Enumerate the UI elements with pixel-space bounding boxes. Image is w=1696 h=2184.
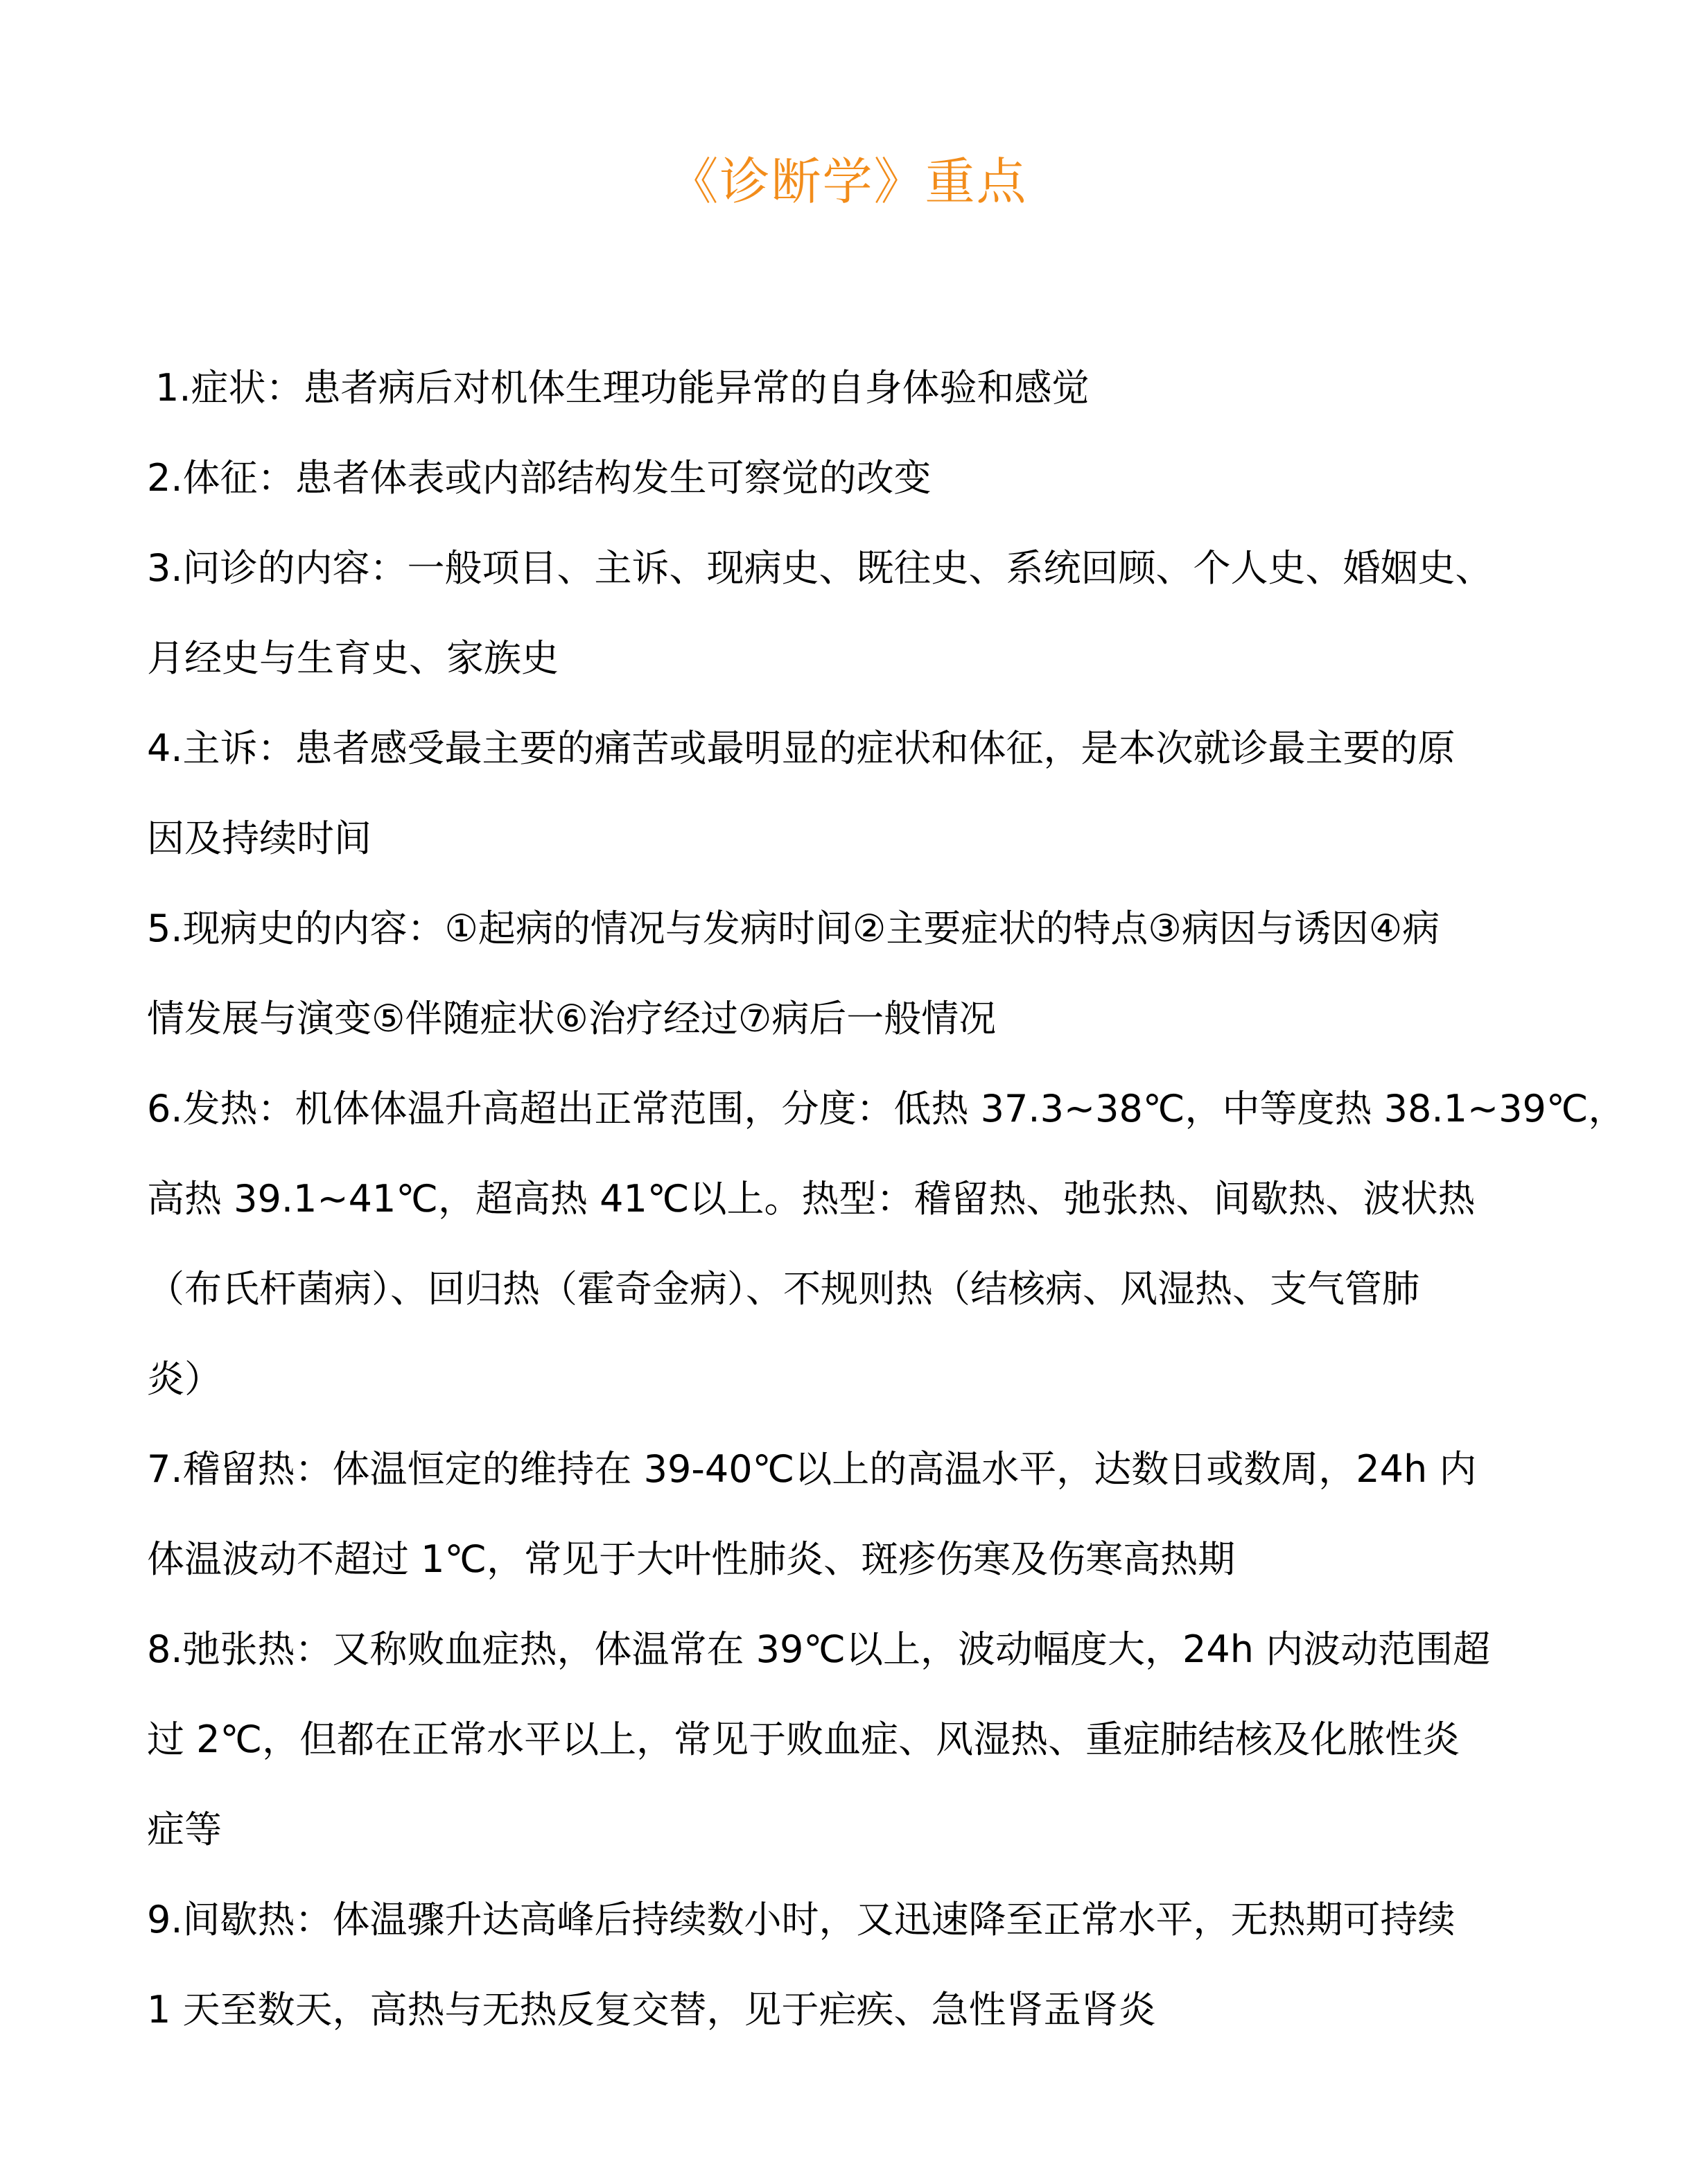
text-line: 9.间歇热：体温骤升达高峰后持续数小时，又迅速降至正常水平，无热期可持续	[147, 1898, 1455, 1941]
text-line: （布氏杆菌病）、回归热（霍奇金病）、不规则热（结核病、风湿热、支气管肺	[147, 1267, 1419, 1311]
text-line: 1.症状：患者病后对机体生理功能异常的自身体验和感觉	[155, 366, 1090, 410]
text-line: 过 2℃，但都在正常水平以上，常见于败血症、风湿热、重症肺结核及化脓性炎	[147, 1718, 1460, 1761]
text-line: 4.主诉：患者感受最主要的痛苦或最明显的症状和体征，是本次就诊最主要的原	[147, 726, 1455, 770]
text-line: 高热 39.1~41℃，超高热 41℃以上。热型：稽留热、弛张热、间歇热、波状热	[147, 1177, 1476, 1221]
text-line: 5.现病史的内容：①起病的情况与发病时间②主要症状的特点③病因与诱因④病	[147, 907, 1440, 950]
text-line: 因及持续时间	[147, 816, 371, 860]
text-line: 7.稽留热：体温恒定的维持在 39-40℃以上的高温水平，达数日或数周，24h 内	[147, 1447, 1477, 1491]
text-line: 情发展与演变⑤伴随症状⑥治疗经过⑦病后一般情况	[147, 997, 997, 1040]
text-line: 2.体征：患者体表或内部结构发生可察觉的改变	[147, 456, 932, 500]
text-line: 8.弛张热：又称败血症热，体温常在 39℃以上，波动幅度大，24h 内波动范围超	[147, 1627, 1491, 1671]
text-line: 6.发热：机体体温升高超出正常范围，分度：低热 37.3~38℃，中等度热 38.1~39℃，	[147, 1087, 1626, 1130]
page-title: 《诊断学》重点	[668, 152, 1028, 211]
text-line: 月经史与生育史、家族史	[147, 636, 559, 680]
text-line: 1 天至数天，高热与无热反复交替，见于疟疾、急性肾盂肾炎	[147, 1988, 1156, 2032]
text-line: 炎）	[147, 1357, 222, 1401]
document-body	[147, 353, 1626, 2065]
text-line: 体温波动不超过 1℃，常见于大叶性肺炎、斑疹伤寒及伤寒高热期	[147, 1537, 1236, 1581]
text-line: 症等	[147, 1808, 222, 1851]
text-line: 3.问诊的内容：一般项目、主诉、现病史、既往史、系统回顾、个人史、婚姻史、	[147, 546, 1493, 590]
